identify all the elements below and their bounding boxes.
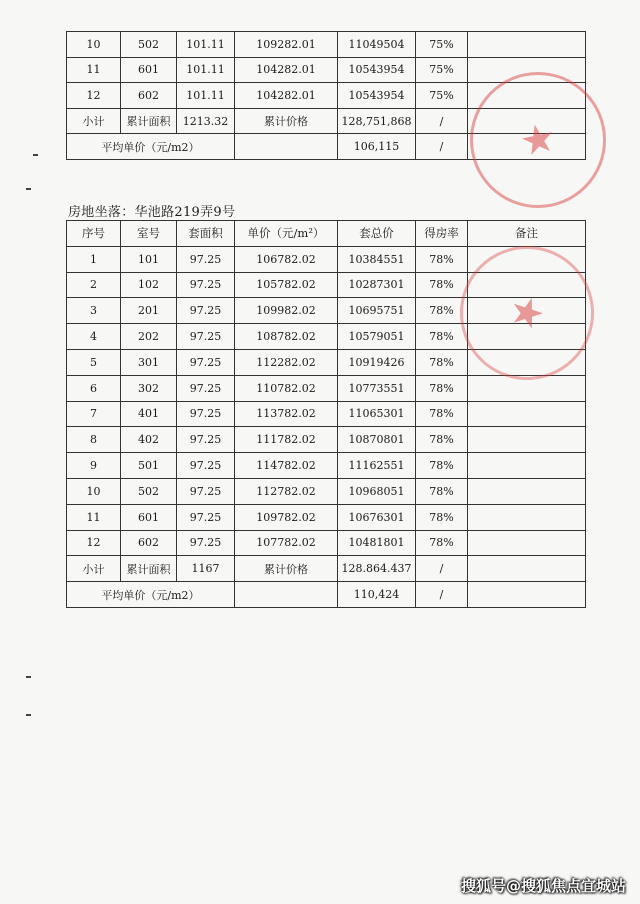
efficiency-rate-cell: 78% xyxy=(416,401,468,427)
row-number-cell: 6 xyxy=(67,375,121,401)
unit-area-cell: 97.25 xyxy=(177,427,235,453)
average-label: 平均单价（元/m2） xyxy=(67,582,235,608)
unit-price-cell: 109782.02 xyxy=(235,504,338,530)
empty-cell xyxy=(235,582,338,608)
table-row xyxy=(67,375,586,401)
rate-cell: / xyxy=(416,556,468,582)
unit-price-cell: 114782.02 xyxy=(235,453,338,479)
room-number-cell: 602 xyxy=(121,530,177,556)
header-cell: 备注 xyxy=(468,221,586,247)
room-number-cell: 502 xyxy=(121,478,177,504)
unit-area-cell: 97.25 xyxy=(177,478,235,504)
unit-area-cell: 101.11 xyxy=(177,32,235,58)
header-cell: 得房率 xyxy=(416,221,468,247)
efficiency-rate-cell: 78% xyxy=(416,298,468,324)
table-row xyxy=(67,504,586,530)
star-icon: ★ xyxy=(515,113,561,167)
star-icon: ★ xyxy=(502,285,552,341)
row-number-cell: 8 xyxy=(67,427,121,453)
room-number-cell: 502 xyxy=(121,32,177,58)
margin-mark xyxy=(33,154,38,156)
rate-cell: / xyxy=(416,134,468,160)
efficiency-rate-cell: 78% xyxy=(416,375,468,401)
efficiency-rate-cell: 78% xyxy=(416,427,468,453)
total-price-cell: 11162551 xyxy=(338,453,416,479)
room-number-cell: 602 xyxy=(121,83,177,109)
empty-cell xyxy=(235,134,338,160)
efficiency-rate-cell: 78% xyxy=(416,530,468,556)
header-cell: 序号 xyxy=(67,221,121,247)
unit-area-cell: 97.25 xyxy=(177,349,235,375)
average-value: 106,115 xyxy=(338,134,416,160)
total-price-cell: 10481801 xyxy=(338,530,416,556)
note-cell xyxy=(468,582,586,608)
remark-cell xyxy=(468,401,586,427)
unit-price-cell: 109982.02 xyxy=(235,298,338,324)
unit-price-cell: 110782.02 xyxy=(235,375,338,401)
total-price-cell: 10287301 xyxy=(338,272,416,298)
subtotal-label: 小计 xyxy=(67,108,121,134)
room-number-cell: 201 xyxy=(121,298,177,324)
efficiency-rate-cell: 78% xyxy=(416,246,468,272)
note-cell xyxy=(468,556,586,582)
average-value: 110,424 xyxy=(338,582,416,608)
unit-area-cell: 97.25 xyxy=(177,246,235,272)
unit-price-cell: 107782.02 xyxy=(235,530,338,556)
table-row xyxy=(67,478,586,504)
room-number-cell: 601 xyxy=(121,504,177,530)
total-price-cell: 10919426 xyxy=(338,349,416,375)
average-row xyxy=(67,582,586,608)
margin-mark xyxy=(26,676,31,678)
remark-cell xyxy=(468,530,586,556)
header-cell: 单价（元/m²） xyxy=(235,221,338,247)
section-title: 房地坐落：华池路219弄9号 xyxy=(68,205,236,220)
room-number-cell: 601 xyxy=(121,57,177,83)
row-number-cell: 3 xyxy=(67,298,121,324)
row-number-cell: 5 xyxy=(67,349,121,375)
room-number-cell: 102 xyxy=(121,272,177,298)
unit-price-cell: 108782.02 xyxy=(235,324,338,350)
price-value: 128,751,868 xyxy=(338,108,416,134)
row-number-cell: 10 xyxy=(67,478,121,504)
room-number-cell: 301 xyxy=(121,349,177,375)
unit-price-cell: 109282.01 xyxy=(235,32,338,58)
table-row xyxy=(67,453,586,479)
unit-area-cell: 101.11 xyxy=(177,57,235,83)
unit-price-cell: 113782.02 xyxy=(235,401,338,427)
unit-price-cell: 104282.01 xyxy=(235,83,338,109)
area-value: 1213.32 xyxy=(177,108,235,134)
row-number-cell: 11 xyxy=(67,57,121,83)
total-price-cell: 11065301 xyxy=(338,401,416,427)
room-number-cell: 302 xyxy=(121,375,177,401)
row-number-cell: 2 xyxy=(67,272,121,298)
area-label: 累计面积 xyxy=(121,108,177,134)
room-number-cell: 101 xyxy=(121,246,177,272)
row-number-cell: 11 xyxy=(67,504,121,530)
unit-price-cell: 106782.02 xyxy=(235,246,338,272)
total-price-cell: 10543954 xyxy=(338,57,416,83)
table-row xyxy=(67,427,586,453)
total-price-cell: 10579051 xyxy=(338,324,416,350)
unit-area-cell: 101.11 xyxy=(177,83,235,109)
price-label: 累计价格 xyxy=(235,556,338,582)
unit-area-cell: 97.25 xyxy=(177,453,235,479)
room-number-cell: 401 xyxy=(121,401,177,427)
average-label: 平均单价（元/m2） xyxy=(67,134,235,160)
unit-area-cell: 97.25 xyxy=(177,401,235,427)
table-row xyxy=(67,401,586,427)
table-row xyxy=(67,32,586,58)
total-price-cell: 10870801 xyxy=(338,427,416,453)
row-number-cell: 1 xyxy=(67,246,121,272)
room-number-cell: 402 xyxy=(121,427,177,453)
remark-cell xyxy=(468,427,586,453)
remark-cell xyxy=(468,478,586,504)
efficiency-rate-cell: 78% xyxy=(416,504,468,530)
unit-area-cell: 97.25 xyxy=(177,375,235,401)
unit-area-cell: 97.25 xyxy=(177,298,235,324)
remark-cell xyxy=(468,504,586,530)
total-price-cell: 10968051 xyxy=(338,478,416,504)
price-label: 累计价格 xyxy=(235,108,338,134)
remark-cell xyxy=(468,32,586,58)
total-price-cell: 11049504 xyxy=(338,32,416,58)
efficiency-rate-cell: 78% xyxy=(416,478,468,504)
efficiency-rate-cell: 75% xyxy=(416,57,468,83)
unit-price-cell: 105782.02 xyxy=(235,272,338,298)
watermark: 搜狐号@搜狐焦点宜城站 xyxy=(460,877,626,895)
remark-cell xyxy=(468,453,586,479)
row-number-cell: 10 xyxy=(67,32,121,58)
unit-area-cell: 97.25 xyxy=(177,504,235,530)
efficiency-rate-cell: 78% xyxy=(416,272,468,298)
total-price-cell: 10384551 xyxy=(338,246,416,272)
total-price-cell: 10773551 xyxy=(338,375,416,401)
price-value: 128.864.437 xyxy=(338,556,416,582)
table-row xyxy=(67,530,586,556)
rate-cell: / xyxy=(416,582,468,608)
efficiency-rate-cell: 78% xyxy=(416,349,468,375)
header-cell: 套面积 xyxy=(177,221,235,247)
header-cell: 室号 xyxy=(121,221,177,247)
unit-price-cell: 104282.01 xyxy=(235,57,338,83)
row-number-cell: 12 xyxy=(67,530,121,556)
unit-price-cell: 112782.02 xyxy=(235,478,338,504)
row-number-cell: 7 xyxy=(67,401,121,427)
subtotal-label: 小计 xyxy=(67,556,121,582)
row-number-cell: 12 xyxy=(67,83,121,109)
room-number-cell: 501 xyxy=(121,453,177,479)
room-number-cell: 202 xyxy=(121,324,177,350)
unit-price-cell: 111782.02 xyxy=(235,427,338,453)
efficiency-rate-cell: 75% xyxy=(416,32,468,58)
row-number-cell: 9 xyxy=(67,453,121,479)
unit-price-cell: 112282.02 xyxy=(235,349,338,375)
subtotal-row xyxy=(67,556,586,582)
rate-cell: / xyxy=(416,108,468,134)
header-cell: 套总价 xyxy=(338,221,416,247)
margin-mark xyxy=(26,714,31,716)
total-price-cell: 10695751 xyxy=(338,298,416,324)
efficiency-rate-cell: 78% xyxy=(416,324,468,350)
header-row xyxy=(67,221,586,247)
total-price-cell: 10543954 xyxy=(338,83,416,109)
efficiency-rate-cell: 75% xyxy=(416,83,468,109)
total-price-cell: 10676301 xyxy=(338,504,416,530)
unit-area-cell: 97.25 xyxy=(177,272,235,298)
unit-area-cell: 97.25 xyxy=(177,324,235,350)
area-value: 1167 xyxy=(177,556,235,582)
unit-area-cell: 97.25 xyxy=(177,530,235,556)
efficiency-rate-cell: 78% xyxy=(416,453,468,479)
row-number-cell: 4 xyxy=(67,324,121,350)
margin-mark xyxy=(26,188,31,190)
area-label: 累计面积 xyxy=(121,556,177,582)
